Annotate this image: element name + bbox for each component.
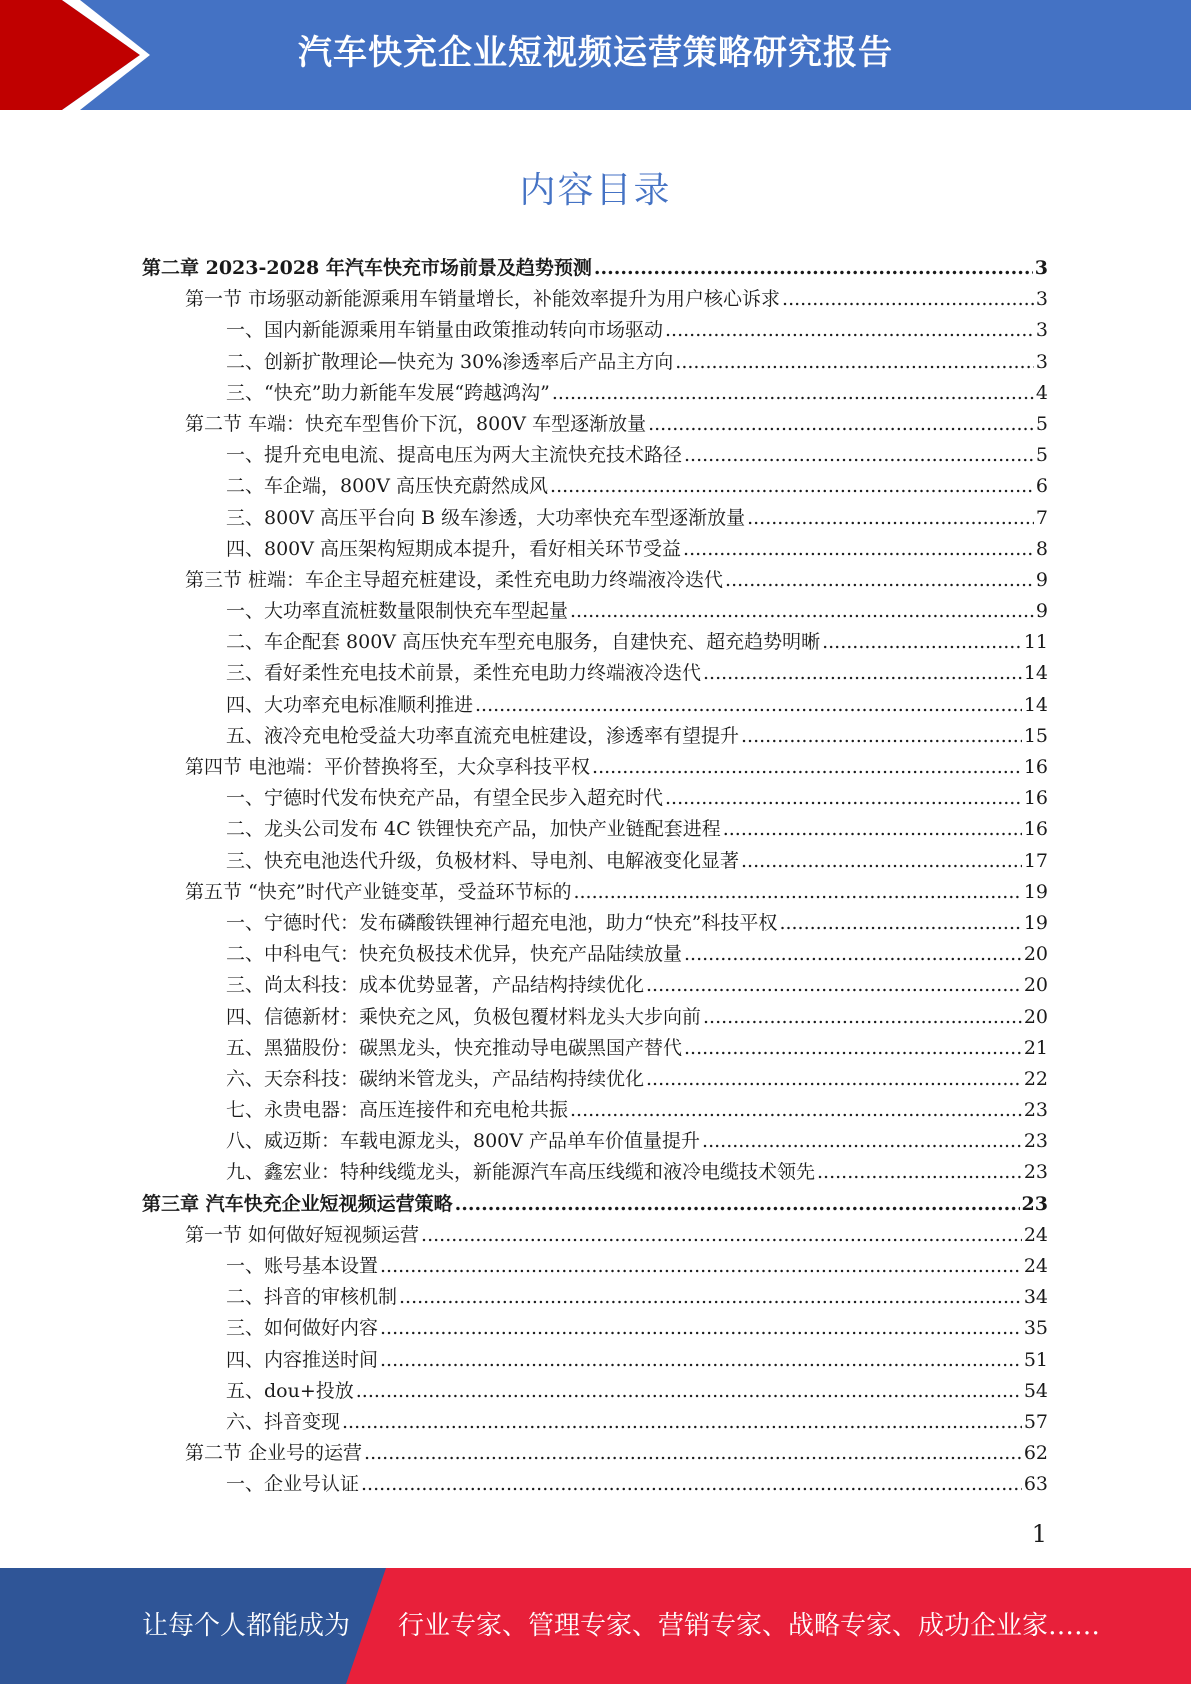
toc-entry-title: 第三章 汽车快充企业短视频运营策略: [142, 1192, 453, 1215]
toc-entry-page: 51: [1023, 1348, 1048, 1371]
toc-entry-page: 62: [1023, 1442, 1048, 1465]
toc-entry[interactable]: [142, 1126, 1048, 1157]
report-footer: [0, 1568, 1191, 1684]
toc-entry-title: 一、宁德时代：发布磷酸铁锂神行超充电池，助力“快充”科技平权: [226, 911, 778, 934]
toc-dot-leader: [684, 1037, 1022, 1059]
toc-dot-leader: [361, 1473, 1022, 1495]
toc-entry[interactable]: [142, 1033, 1048, 1064]
toc-entry[interactable]: [142, 908, 1048, 939]
toc-entry-page: 34: [1023, 1286, 1048, 1309]
toc-entry[interactable]: [142, 596, 1048, 627]
toc-entry-title: 一、大功率直流桩数量限制快充车型起量: [226, 600, 569, 623]
toc-entry-title: 三、尚太科技：成本优势显著，产品结构持续优化: [226, 974, 645, 997]
toc-dot-leader: [646, 1068, 1022, 1090]
toc-dot-leader: [594, 257, 1033, 279]
toc-entry-page: 4: [1035, 381, 1048, 404]
toc-entry-title: 第一节 市场驱动新能源乘用车销量增长，补能效率提升为用户核心诉求: [185, 288, 781, 311]
toc-dot-leader: [747, 507, 1034, 529]
toc-entry-page: 14: [1023, 693, 1048, 716]
toc-dot-leader: [399, 1286, 1022, 1308]
toc-dot-leader: [475, 694, 1022, 716]
toc-entry-page: 23: [1023, 1161, 1048, 1184]
toc-entry[interactable]: [142, 877, 1048, 908]
toc-entry-title: 二、抖音的审核机制: [226, 1286, 398, 1309]
toc-dot-leader: [592, 756, 1022, 778]
toc-dot-leader: [646, 974, 1022, 996]
toc-entry-title: 第四节 电池端：平价替换将至，大众享科技平权: [185, 756, 591, 778]
toc-entry[interactable]: [142, 1220, 1048, 1251]
toc-entry-title: 三、如何做好内容: [226, 1317, 379, 1340]
toc-entry[interactable]: [142, 1313, 1048, 1344]
toc-entry-title: 三、快充电池迭代升级，负极材料、导电剂、电解液变化显著: [226, 849, 740, 872]
toc-dot-leader: [573, 881, 1021, 903]
toc-entry-page: 17: [1023, 849, 1048, 872]
toc-entry[interactable]: [142, 1002, 1048, 1033]
toc-entry[interactable]: [142, 471, 1048, 502]
toc-entry-page: 19: [1023, 880, 1048, 903]
toc-entry[interactable]: [142, 690, 1048, 721]
toc-entry-title: 四、内容推送时间: [226, 1348, 379, 1371]
toc-entry-page: 19: [1023, 911, 1048, 934]
toc-entry-title: 一、宁德时代发布快充产品，有望全民步入超充时代: [226, 787, 664, 810]
toc-entry-page: 11: [1023, 631, 1048, 654]
toc-entry-page: 5: [1035, 444, 1048, 467]
toc-entry[interactable]: [142, 409, 1048, 440]
toc-entry[interactable]: [142, 627, 1048, 658]
toc-dot-leader: [684, 943, 1022, 965]
toc-entry[interactable]: [142, 1251, 1048, 1282]
toc-entry[interactable]: [142, 1157, 1048, 1188]
toc-entry-title: 一、企业号认证: [226, 1473, 360, 1496]
toc-entry[interactable]: [142, 378, 1048, 409]
toc-entry[interactable]: [142, 846, 1048, 877]
toc-dot-leader: [822, 631, 1022, 653]
toc-entry-page: 6: [1035, 475, 1048, 498]
toc-dot-leader: [703, 1006, 1022, 1028]
toc-entry[interactable]: [142, 814, 1048, 845]
page-number: 1: [1031, 1520, 1047, 1548]
table-of-contents: [142, 253, 1048, 1501]
toc-dot-leader: [665, 787, 1022, 809]
toc-entry-title: 一、提升充电电流、提高电压为两大主流快充技术路径: [226, 444, 683, 467]
toc-dot-leader: [702, 1130, 1022, 1152]
toc-dot-leader: [782, 288, 1034, 310]
toc-dot-leader: [421, 1224, 1022, 1246]
toc-entry[interactable]: [142, 1282, 1048, 1313]
toc-entry-title: 六、天奈科技：碳纳米管龙头，产品结构持续优化: [226, 1067, 645, 1090]
toc-dot-leader: [380, 1349, 1022, 1371]
toc-entry[interactable]: [142, 658, 1048, 689]
toc-dot-leader: [675, 351, 1034, 373]
toc-entry-title: 第五节 “快充”时代产业链变革，受益环节标的: [185, 880, 572, 903]
toc-entry-page: 3: [1035, 288, 1048, 311]
toc-dot-leader: [455, 1193, 1020, 1215]
toc-entry[interactable]: [142, 347, 1048, 378]
toc-dot-leader: [570, 1099, 1022, 1121]
toc-entry[interactable]: [142, 1376, 1048, 1407]
toc-entry-page: 22: [1023, 1067, 1048, 1090]
report-title: 汽车快充企业短视频运营策略研究报告: [298, 33, 893, 73]
toc-entry-page: 16: [1023, 818, 1048, 841]
toc-entry-title: 二、创新扩散理论—快充为 30%渗透率后产品主方向: [226, 350, 674, 373]
toc-entry-page: 20: [1023, 974, 1048, 997]
toc-entry[interactable]: [142, 1064, 1048, 1095]
footer-slogan-right: 行业专家、管理专家、营销专家、战略专家、成功企业家……: [398, 1611, 1101, 1641]
toc-entry[interactable]: [142, 1438, 1048, 1469]
toc-entry[interactable]: [142, 565, 1048, 596]
toc-entry-page: 24: [1023, 1223, 1048, 1246]
toc-dot-leader: [703, 662, 1022, 684]
toc-entry-page: 9: [1035, 568, 1048, 591]
toc-entry[interactable]: [142, 1345, 1048, 1376]
toc-entry[interactable]: [142, 721, 1048, 752]
toc-dot-leader: [342, 1411, 1022, 1433]
toc-entry-title: 三、看好柔性充电技术前景，柔性充电助力终端液冷迭代: [226, 662, 702, 685]
toc-entry[interactable]: [142, 1095, 1048, 1126]
toc-dot-leader: [550, 475, 1034, 497]
toc-entry-page: 9: [1035, 600, 1048, 623]
toc-entry-page: 5: [1035, 412, 1048, 435]
toc-entry-title: 第二节 车端：快充车型售价下沉，800V 车型逐渐放量: [185, 412, 647, 435]
toc-entry-page: 24: [1023, 1255, 1048, 1277]
toc-entry-title: 九、鑫宏业：特种线缆龙头，新能源汽车高压线缆和液冷电缆技术领先: [226, 1161, 816, 1184]
report-header: [0, 0, 1191, 110]
toc-entry-title: 三、“快充”助力新能车发展“跨越鸿沟”: [226, 381, 550, 404]
toc-dot-leader: [684, 444, 1034, 466]
toc-dot-leader: [665, 319, 1034, 341]
toc-entry-page: 3: [1035, 350, 1048, 373]
toc-entry-page: 23: [1021, 1192, 1048, 1215]
footer-slogan-left: 让每个人都能成为: [142, 1611, 351, 1641]
toc-entry[interactable]: [142, 315, 1048, 346]
toc-entry-page: 23: [1023, 1099, 1048, 1122]
toc-entry[interactable]: [142, 253, 1048, 284]
toc-entry-title: 第二章 2023-2028 年汽车快充市场前景及趋势预测: [142, 257, 592, 279]
toc-entry-page: 20: [1023, 943, 1048, 966]
toc-entry-page: 20: [1023, 1005, 1048, 1028]
toc-dot-leader: [723, 818, 1022, 840]
toc-entry-title: 一、账号基本设置: [226, 1255, 379, 1277]
toc-entry-title: 五、液冷充电枪受益大功率直流充电桩建设，渗透率有望提升: [226, 724, 740, 747]
toc-entry-title: 二、车企配套 800V 高压快充车型充电服务，自建快充、超充趋势明晰: [226, 631, 821, 654]
toc-dot-leader: [552, 382, 1034, 404]
toc-entry-page: 3: [1035, 319, 1048, 342]
toc-entry[interactable]: [142, 783, 1048, 814]
toc-entry-page: 54: [1023, 1379, 1048, 1402]
toc-entry-page: 57: [1023, 1410, 1048, 1433]
toc-entry[interactable]: [142, 752, 1048, 783]
toc-entry-title: 五、黑猫股份：碳黑龙头，快充推动导电碳黑国产替代: [226, 1036, 683, 1059]
toc-entry[interactable]: [142, 1189, 1048, 1220]
toc-entry-title: 四、信德新材：乘快充之风，负极包覆材料龙头大步向前: [226, 1005, 702, 1028]
toc-entry-page: 21: [1023, 1036, 1048, 1059]
toc-entry-title: 四、大功率充电标准顺利推进: [226, 693, 474, 716]
toc-dot-leader: [741, 850, 1022, 872]
toc-dot-leader: [741, 725, 1022, 747]
toc-entry-page: 15: [1023, 724, 1048, 747]
toc-entry-title: 七、永贵电器：高压连接件和充电枪共振: [226, 1099, 569, 1122]
toc-entry-title: 第三节 桩端：车企主导超充桩建设，柔性充电助力终端液冷迭代: [185, 568, 724, 591]
toc-dot-leader: [570, 600, 1034, 622]
toc-entry-title: 二、龙头公司发布 4C 铁锂快充产品，加快产业链配套进程: [226, 818, 721, 841]
toc-entry[interactable]: [142, 1469, 1048, 1500]
toc-entry-title: 六、抖音变现: [226, 1410, 341, 1433]
toc-entry-title: 三、800V 高压平台向 B 级车渗透，大功率快充车型逐渐放量: [226, 506, 746, 529]
toc-entry-page: 35: [1023, 1317, 1048, 1340]
toc-entry-title: 第二节 企业号的运营: [185, 1442, 363, 1465]
toc-entry[interactable]: [142, 534, 1048, 565]
toc-entry-page: 8: [1035, 537, 1048, 560]
toc-entry-page: 63: [1023, 1473, 1048, 1496]
toc-entry[interactable]: [142, 970, 1048, 1001]
toc-dot-leader: [380, 1317, 1022, 1339]
toc-entry-title: 八、威迈斯：车载电源龙头，800V 产品单车价值量提升: [226, 1130, 701, 1153]
toc-entry[interactable]: [142, 1407, 1048, 1438]
toc-dot-leader: [356, 1380, 1022, 1402]
toc-entry[interactable]: [142, 939, 1048, 970]
toc-entry-page: 14: [1023, 662, 1048, 685]
toc-dot-leader: [817, 1161, 1022, 1183]
toc-entry-title: 二、车企端，800V 高压快充蔚然成风: [226, 475, 549, 498]
toc-entry-page: 23: [1023, 1130, 1048, 1153]
toc-dot-leader: [648, 413, 1034, 435]
toc-entry-page: 16: [1023, 787, 1048, 810]
toc-entry-title: 四、800V 高压架构短期成本提升，看好相关环节受益: [226, 537, 682, 560]
toc-entry[interactable]: [142, 440, 1048, 471]
toc-entry-title: 二、中科电气：快充负极技术优异，快充产品陆续放量: [226, 943, 683, 966]
toc-entry[interactable]: [142, 284, 1048, 315]
toc-entry-page: 16: [1023, 756, 1048, 778]
toc-entry[interactable]: [142, 503, 1048, 534]
toc-dot-leader: [779, 912, 1021, 934]
toc-dot-leader: [380, 1255, 1022, 1277]
toc-dot-leader: [725, 569, 1034, 591]
toc-dot-leader: [364, 1442, 1022, 1464]
toc-dot-leader: [683, 538, 1034, 560]
toc-entry-page: 7: [1035, 506, 1048, 529]
toc-entry-title: 五、dou+投放: [226, 1379, 354, 1402]
toc-entry-title: 一、国内新能源乘用车销量由政策推动转向市场驱动: [226, 319, 664, 342]
toc-entry-page: 3: [1034, 257, 1048, 279]
toc-heading: 内容目录: [519, 170, 672, 211]
toc-entry-title: 第一节 如何做好短视频运营: [185, 1223, 420, 1246]
